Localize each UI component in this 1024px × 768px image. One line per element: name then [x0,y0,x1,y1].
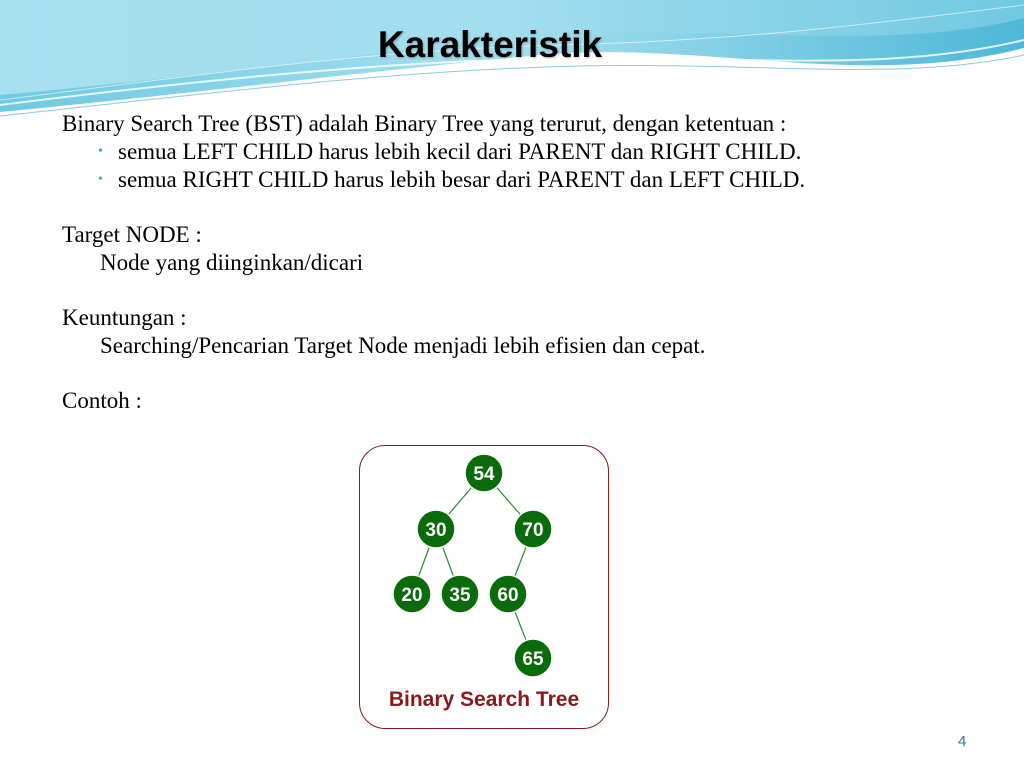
tree-node-label: 70 [522,520,544,541]
bst-diagram-box [359,445,609,729]
tree-node-35 [441,575,479,613]
tree-node-54 [465,454,503,492]
bullet-icon: • [98,144,103,159]
intro-text: Binary Search Tree (BST) adalah Binary Tree yang terurut, dengan ketentuan : [62,111,787,136]
target-heading: Target NODE : [62,222,202,247]
tree-node-label: 35 [449,585,471,606]
tree-node-70 [514,510,552,548]
tree-node-label: 54 [473,464,495,485]
advantage-description: Searching/Pencarian Target Node menjadi lebih efisien dan cepat. [100,333,706,358]
tree-node-60 [489,575,527,613]
advantage-heading: Keuntungan : [62,305,187,330]
tree-node-label: 20 [401,585,423,606]
bullet-text: semua RIGHT CHILD harus lebih besar dari PARENT dan LEFT CHILD. [118,167,806,192]
tree-node-30 [417,510,455,548]
tree-node-label: 60 [497,585,519,606]
bst-diagram [360,446,608,728]
bullet-item [62,138,962,166]
slide-content [62,110,962,415]
bullet-icon: • [98,172,103,187]
slide-title: Karakteristik [377,24,603,65]
tree-node-label: 30 [425,520,447,541]
target-description: Node yang diinginkan/dicari [100,250,364,275]
example-heading: Contoh : [62,388,142,413]
bullet-item [62,166,962,194]
tree-node-label: 65 [522,649,544,670]
bullet-text: semua LEFT CHILD harus lebih kecil dari PARENT dan RIGHT CHILD. [118,139,802,164]
tree-node-20 [393,575,431,613]
bst-caption: Binary Search Tree [388,688,580,711]
tree-node-65 [514,639,552,677]
page-number: 4 [958,733,967,750]
